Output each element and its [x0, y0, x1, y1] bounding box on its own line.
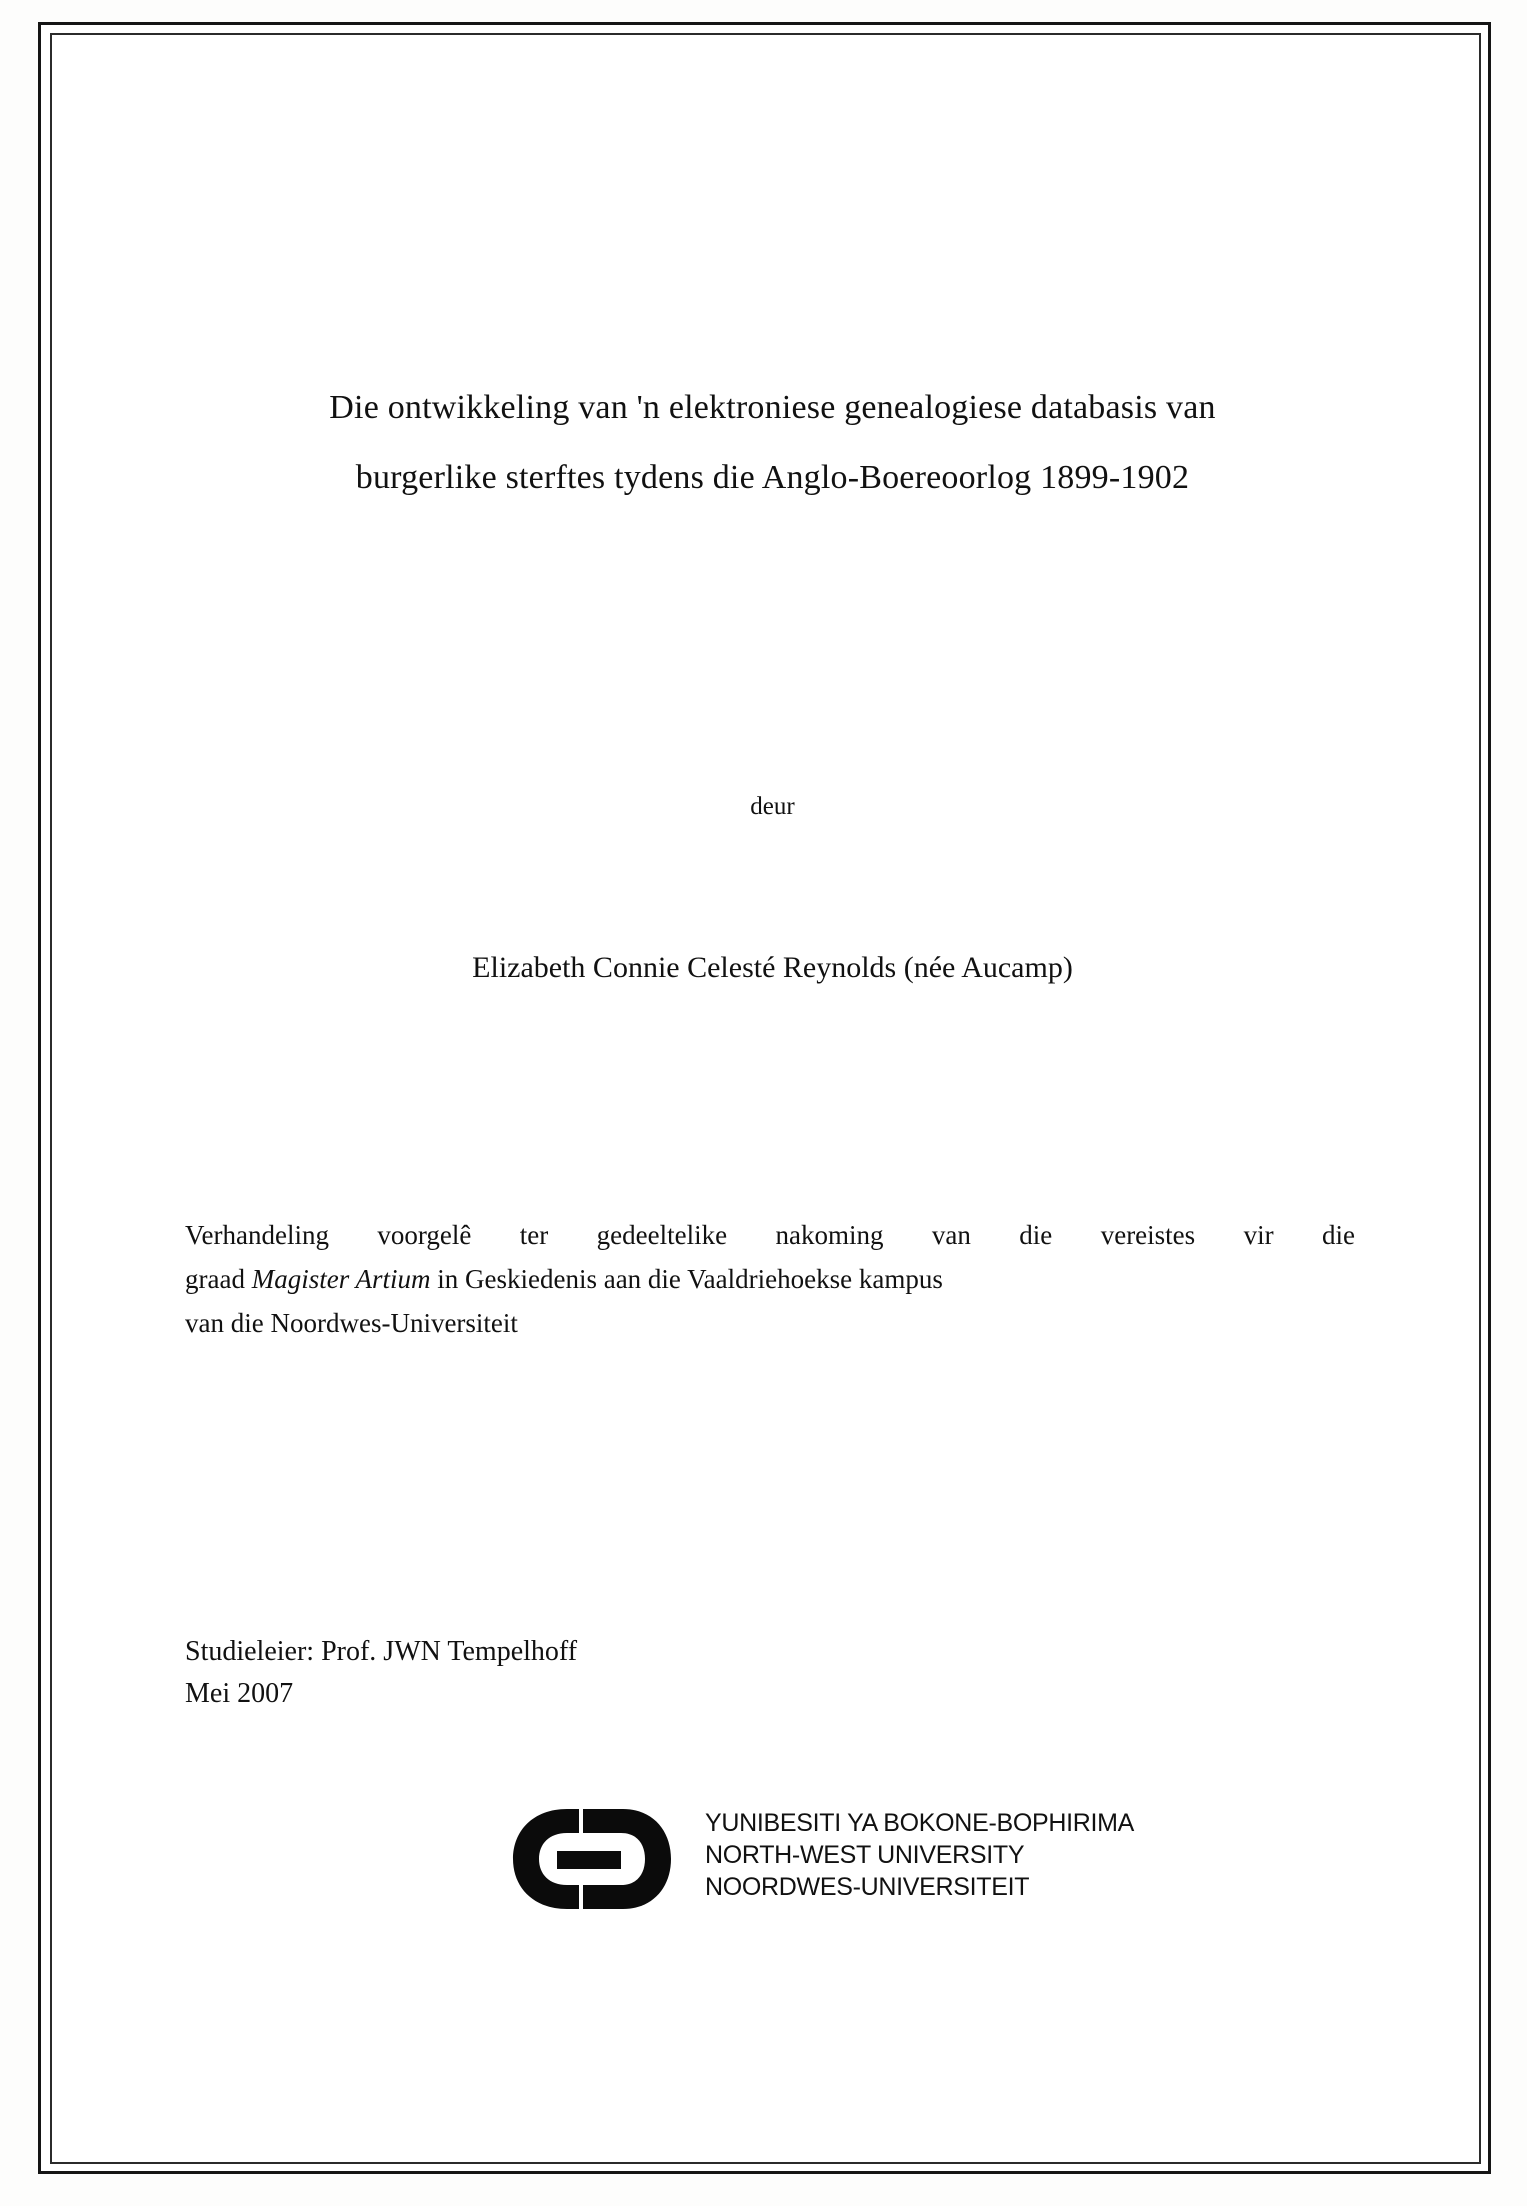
author-name: Elizabeth Connie Celesté Reynolds (née Aucamp) [472, 951, 1073, 984]
title-line-2: burgerlike sterftes tydens die Anglo-Boereoorlog 1899-1902 [355, 459, 1190, 496]
university-logo [505, 1801, 1135, 1921]
logo-text-line-2: NORTH-WEST UNIVERSITY [705, 1841, 1025, 1869]
page-title [185, 373, 1360, 513]
degree-statement-line-2 [185, 1257, 1355, 1301]
by-label: deur [750, 793, 795, 820]
degree-statement-line-2-prefix: graad [185, 1264, 252, 1294]
logo-text-line-3: NOORDWES-UNIVERSITEIT [705, 1873, 1030, 1901]
logo-text-line-1: YUNIBESITI YA BOKONE-BOPHIRIMA [705, 1809, 1135, 1837]
title-line-1: Die ontwikkeling van 'n elektroniese genealogiese databasis van [329, 389, 1216, 426]
degree-name: Magister Artium [251, 1264, 431, 1294]
degree-statement [185, 1213, 1355, 1345]
nwu-logo-icon [505, 1805, 695, 1913]
supervisor-line: Studieleier: Prof. JWN Tempelhoff [185, 1636, 578, 1667]
date-line: Mei 2007 [185, 1678, 294, 1709]
university-logo-text [705, 1807, 1134, 1903]
supervisor-block [185, 1631, 1085, 1715]
degree-statement-line-3: van die Noordwes-Universiteit [185, 1308, 518, 1338]
degree-statement-line-2-suffix: in Geskiedenis aan die Vaaldriehoekse kampus [430, 1264, 943, 1294]
degree-statement-line-1: Verhandeling voorgelê ter gedeeltelike nakoming van die vereistes vir die [185, 1220, 1355, 1250]
page-content [50, 33, 1481, 2164]
